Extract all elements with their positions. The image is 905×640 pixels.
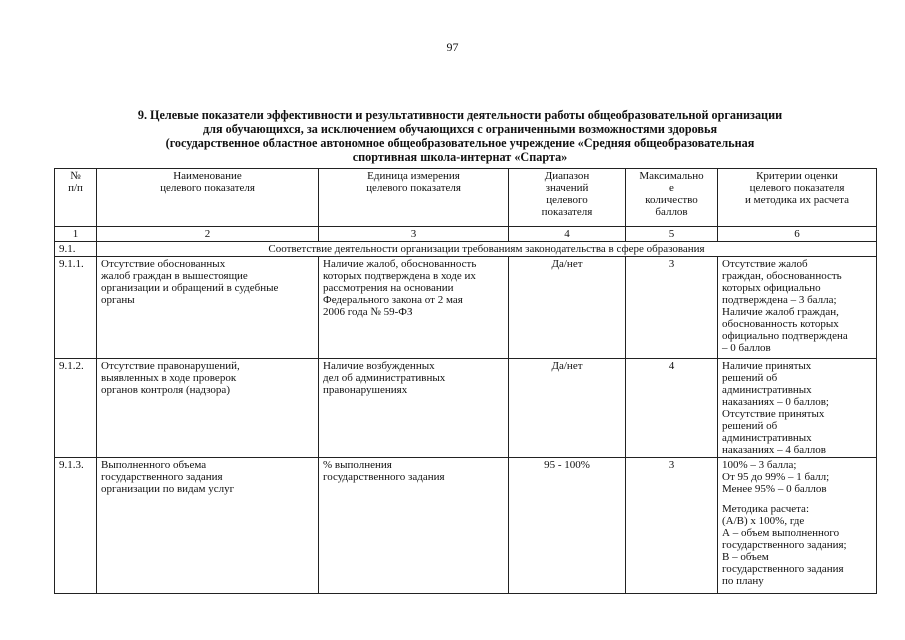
header-criteria: Критерии оценки целевого показателя и методика их расчета	[718, 169, 877, 227]
row-criteria: Наличие принятых решений об административных наказаниях – 0 баллов; Отсутствие принятых решений об административных наказаниях – 4 баллов	[718, 359, 877, 458]
header-max: Максимально е количество баллов	[626, 169, 718, 227]
page-number: 97	[446, 40, 459, 54]
row-unit: % выполнения государственного задания	[319, 458, 509, 594]
row-max: 3	[626, 458, 718, 594]
column-numbers-row	[55, 227, 877, 242]
section-heading	[60, 108, 860, 164]
row-name: Отсутствие обоснованных жалоб граждан в вышестоящие организации и обращений в судебные органы	[97, 257, 319, 359]
row-num: 9.1.2.	[55, 359, 97, 458]
row-criteria: Отсутствие жалоб граждан, обоснованность которых официально подтверждена – 3 балла; Наличие жалоб граждан, обоснованность которых официально подтверждена – 0 баллов	[718, 257, 877, 359]
row-range: Да/нет	[509, 359, 626, 458]
header-unit: Единица измерения целевого показателя	[319, 169, 509, 227]
table-header-row	[55, 169, 877, 227]
header-range: Диапазон значений целевого показателя	[509, 169, 626, 227]
column-number: 4	[509, 227, 626, 242]
table-row	[55, 257, 877, 359]
row-max: 4	[626, 359, 718, 458]
heading-line-3: (государственное областное автономное общеобразовательное учреждение «Средняя общеобразовательная	[165, 136, 755, 150]
section-title: Соответствие деятельности организации требованиям законодательства в сфере образования	[97, 242, 877, 257]
row-max: 3	[626, 257, 718, 359]
table-row	[55, 458, 877, 594]
indicators-table	[54, 168, 877, 594]
row-range: 95 - 100%	[509, 458, 626, 594]
table-row	[55, 359, 877, 458]
heading-line-1: 9. Целевые показатели эффективности и результативности деятельности работы общеобразовательной организации	[137, 108, 783, 122]
heading-line-4: спортивная школа-интернат «Спарта»	[352, 150, 568, 164]
section-num: 9.1.	[55, 242, 97, 257]
heading-line-2: для обучающихся, за исключением обучающихся с ограниченными возможностями здоровья	[202, 122, 718, 136]
header-num: № п/п	[55, 169, 97, 227]
row-unit: Наличие возбужденных дел об административных правонарушениях	[319, 359, 509, 458]
section-row	[55, 242, 877, 257]
column-number: 6	[718, 227, 877, 242]
row-name: Отсутствие правонарушений, выявленных в ходе проверок органов контроля (надзора)	[97, 359, 319, 458]
column-number: 1	[55, 227, 97, 242]
column-number: 3	[319, 227, 509, 242]
row-unit: Наличие жалоб, обоснованность которых подтверждена в ходе их рассмотрения на основании Федерального закона от 2 мая 2006 года № 59-ФЗ	[319, 257, 509, 359]
column-number: 5	[626, 227, 718, 242]
row-range: Да/нет	[509, 257, 626, 359]
header-name: Наименование целевого показателя	[97, 169, 319, 227]
row-num: 9.1.3.	[55, 458, 97, 594]
column-number: 2	[97, 227, 319, 242]
row-criteria: 100% – 3 балла; От 95 до 99% – 1 балл; Менее 95% – 0 баллов Методика расчета: (А/В) х 100%, где А – объем выполненного государственного задания; В – объем государственного задания по плану	[718, 458, 877, 594]
row-name: Выполненного объема государственного задания организации по видам услуг	[97, 458, 319, 594]
row-num: 9.1.1.	[55, 257, 97, 359]
